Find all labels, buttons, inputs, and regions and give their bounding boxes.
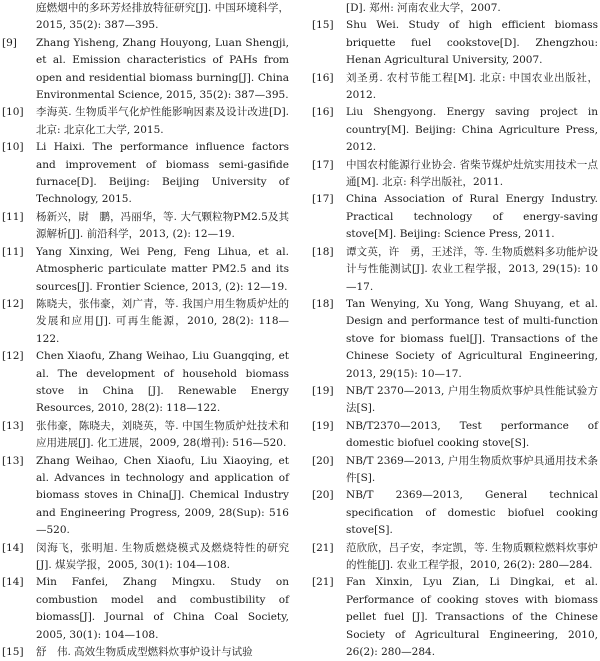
reference-number: [18] <box>312 297 334 310</box>
reference-number: [12] <box>2 350 24 363</box>
reference-text: Li Haixi. The performance influence factors and improvement of biomass semi-gasifide furnace[D]. Beijing: Beijing University of Technology, 2015. <box>36 141 289 206</box>
reference-number: [13] <box>2 454 24 467</box>
reference-text: Zhang Yisheng, Zhang Houyong, Luan Shengji, et al. Emission characteristics of PAHs from open and residential biomass burning[J]. China Environmental Science, 2015, 35(2): 387—395. <box>36 36 289 102</box>
reference-number: [15] <box>2 646 24 659</box>
reference-item <box>2 104 289 139</box>
reference-text: Shu Wei. Study of high efficient biomass briquette fuel cookstove[D]. Zhengzhou: Henan Agricultural University, 2007. <box>346 19 598 67</box>
reference-text: 杨新兴，尉 鹏，冯丽华，等. 大气颗粒物PM2.5及其源解析[J]. 前沿科学，2013, (2): 12—19. <box>36 210 289 241</box>
reference-item <box>2 453 289 540</box>
reference-text: 张伟豪，陈晓夫，刘晓英，等. 中国生物质炉灶技术和应用进展[J]. 化工进展，2009, 28(增刊): 516—520. <box>36 419 289 450</box>
reference-text: 闵海飞，张明旭. 生物质燃烧模式及燃烧特性的研究[J]. 煤炭学报，2005, 30(1): 104—108. <box>36 541 289 571</box>
reference-text: Yang Xinxing, Wei Peng, Feng Lihua, et al. Atmospheric particulate matter PM2.5 and its sources[J]. Frontier Science, 2013, (2): 12—19. <box>36 245 289 293</box>
reference-number: [11] <box>2 210 24 223</box>
reference-text: Zhang Weihao, Chen Xiaofu, Liu Xiaoying, et al. Advances in technology and application of biomass stoves in China[J]. Chemical Industry and Engineering Progress, 2009, 28(Sup): 516—520. <box>36 454 289 537</box>
reference-text: Min Fanfei, Zhang Mingxu. Study on combustion model and combustibility of biomass[J]. Journal of China Coal Society, 2005, 30(1): 104—108. <box>36 576 289 641</box>
reference-item <box>312 296 598 383</box>
reference-text: NB/T2370—2013, Test performance of domestic biofuel cooking stove[S]. <box>346 419 598 450</box>
reference-text: Fan Xinxin, Lyu Zian, Li Dingkai, et al. Performance of cooking stoves with biomass pellet fuel [J]. Transactions of the Chinese Society of Agricultural Engineering, 2010, 26(2): 280—284. <box>346 576 598 659</box>
reference-text: NB/T 2370—2013, 户用生物质炊事炉具性能试验方法[S]. <box>346 384 598 415</box>
reference-item <box>2 644 289 661</box>
reference-text: 中国农村能源行业协会. 省柴节煤炉灶炕实用技术一点通[M]. 北京: 科学出版社，2011. <box>346 158 598 189</box>
reference-text: 谭文英，许 勇，王述洋，等. 生物质燃料多功能炉设计与性能测试[J]. 农业工程学报，2013, 29(15): 10—17. <box>346 245 598 293</box>
reference-number: [10] <box>2 141 24 154</box>
reference-text: 李海英. 生物质半气化炉性能影响因素及设计改进[D]. 北京: 北京化工大学, 2015. <box>36 106 289 136</box>
reference-item <box>312 17 598 69</box>
reference-number: [12] <box>2 297 24 310</box>
reference-number: [18] <box>312 245 334 258</box>
reference-item <box>2 209 289 244</box>
reference-list <box>2 35 289 661</box>
reference-number: [19] <box>312 419 334 432</box>
reference-item <box>2 574 289 644</box>
reference-item <box>312 383 598 418</box>
reference-text: Chen Xiaofu, Zhang Weihao, Liu Guangqing, et al. The development of household biomass stove in China [J]. Renewable Energy Resources, 2010, 28(2): 118—122. <box>36 350 289 415</box>
reference-number: [13] <box>2 419 24 432</box>
reference-number: [21] <box>312 576 334 589</box>
reference-number: [17] <box>312 158 334 171</box>
reference-item <box>312 574 598 661</box>
reference-item <box>312 540 598 575</box>
reference-continuation: 庭燃烟中的多环芳烃排放特征研究[J]. 中国环境科学，2015, 35(2): 387—395. <box>36 2 289 32</box>
reference-item <box>2 139 289 209</box>
reference-item <box>312 418 598 453</box>
reference-number: [10] <box>2 106 24 119</box>
reference-item <box>312 487 598 539</box>
reference-number: [16] <box>312 71 334 84</box>
reference-item <box>2 348 289 418</box>
reference-item <box>2 540 289 575</box>
reference-number: [14] <box>2 541 24 554</box>
reference-item <box>312 244 598 296</box>
reference-number: [21] <box>312 541 334 554</box>
right-column <box>312 0 598 661</box>
reference-text: China Association of Rural Energy Industry. Practical technology of energy-saving stove[M]. Beijing: Science Press, 2011. <box>346 193 598 241</box>
reference-text: 刘圣勇. 农村节能工程[M]. 北京: 中国农业出版社，2012. <box>346 71 598 102</box>
reference-item <box>2 244 289 296</box>
reference-text: 舒 伟. 高效生物质成型燃料炊事炉设计与试验 <box>36 646 253 659</box>
reference-list <box>312 17 598 661</box>
reference-number: [15] <box>312 19 334 32</box>
reference-item <box>312 453 598 488</box>
reference-item <box>2 296 289 348</box>
reference-item <box>2 35 289 105</box>
reference-continuation: [D]. 郑州: 河南农业大学，2007. <box>346 2 501 14</box>
reference-number: [16] <box>312 106 334 119</box>
reference-item <box>312 70 598 105</box>
reference-text: NB/T 2369—2013, 户用生物质炊事炉具通用技术条件[S]. <box>346 454 598 484</box>
reference-item <box>312 104 598 156</box>
reference-number: [9] <box>2 36 17 49</box>
reference-text: 范欣欣，吕子安，李定凯，等. 生物质颗粒燃料炊事炉的性能[J]. 农业工程学报，2010, 26(2): 280—284. <box>346 541 598 571</box>
reference-number: [20] <box>312 489 334 502</box>
reference-text: Liu Shengyong. Energy saving project in country[M]. Beijing: China Agriculture Press, 2012. <box>346 106 598 154</box>
reference-item <box>2 418 289 453</box>
left-column <box>2 0 289 661</box>
reference-number: [11] <box>2 245 24 258</box>
reference-number: [20] <box>312 454 334 467</box>
reference-number: [17] <box>312 193 334 206</box>
reference-number: [19] <box>312 384 334 397</box>
reference-text: 陈晓夫，张伟豪，刘广青，等. 我国户用生物质炉灶的发展和应用[J]. 可再生能源，2010, 28(2): 118—122. <box>36 297 289 345</box>
reference-item <box>312 191 598 243</box>
reference-text: Tan Wenying, Xu Yong, Wang Shuyang, et al. Design and performance test of multi-function stove for biomass fuel[J]. Transactions of the Chinese Society of Agricultural Engineering, 2013, 29(15): 10—17. <box>346 297 598 380</box>
reference-text: NB/T 2369—2013, General technical specification of domestic biofuel cooking stove[S]. <box>346 489 598 537</box>
reference-number: [14] <box>2 576 24 589</box>
reference-item <box>312 157 598 192</box>
